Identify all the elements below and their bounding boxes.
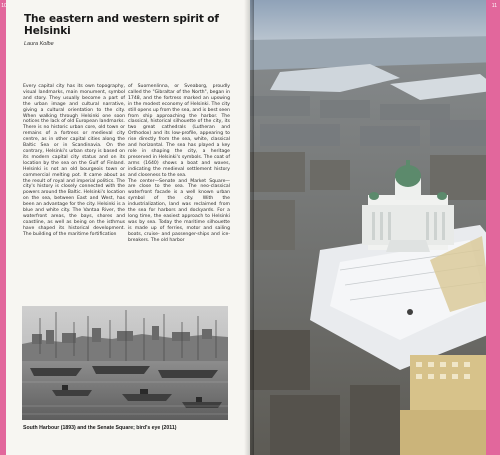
left-page-number: 10 [1,3,7,9]
article-title: The eastern and western spirit of Helsinki [24,13,219,37]
right-page-number: 11 [491,3,497,9]
article-author: Laura Kolbe [24,41,54,47]
helsinki-aerial-image [250,0,500,455]
right-color-strip [486,0,500,455]
yellow-buildings [400,355,490,455]
text-column-2 [128,84,230,243]
column-2-text-b: The center—Senate and Market Square—are close to the sea. The neo-classical waterfront facade is a well known urban symbol of the city. With the industrialization, land was reclaimed from the sea for harbors and dockyards. For a long time, the easiest approach to Helsinki was by sea. Today the maritime silhouette is made up of ferries, motor and sailing boats, cruise- and passenger-ships and ice-breakers. The old harbor [128,178,230,243]
right-page-aerial-photo [250,0,500,455]
column-1-text: Every capital city has its own topography, visual landmarks, main monument, symbol and story. They usually become a part of the urban image and cultural narrative, giving a cultural orientation to the city. When walking through Helsinki one soon notices the lack of old European landmarks. There is no historic urban core, old town or remains of a fortress or medieval city centre, as in other capital cities along the Baltic Sea or in Scandinavia. On the contrary, Helsinki's urban story is based on its modern capital city status and on its location by the sea on the Gulf of Finland. Helsinki is not an old bourgeois town or commercial melting pot. It came about as the result of royal and imperial politics. The city's history is closely connected with the powers around the Baltic. Helsinki's location on the sea, between East and West, has been an advantage for the city. Helsinki is a blue and white city. The Vantaa River, the waterfront areas, the bays, shores and coastline, as well as being on the isthmus have shaped its historical development. The building of the maritime fortification [23,84,125,237]
south-harbour-photo [22,306,228,420]
book-gutter [244,0,254,455]
photo-caption: South Harbour (1893) and the Senate Square; bird's eye (2011) [23,425,177,431]
text-column-1 [23,84,125,238]
left-color-strip [0,0,6,455]
column-2-text-a: of Suomenlinna, or Sveaborg, proudly called the "Gibraltar of the North", began in 1748, and the fortress marked an upswing in the modest economy of Helsinki. The city still opens up from the sea, and is best seen from ship approaching the harbor. The classical, historical silhouette of the city, its two great cathedrals (Lutheran and Orthodox) and its low-profile, appearing to rise directly from the sea, white, classical and horizontal. The sea has played a key role in shaping the city, a heritage preserved in Helsinki's symbols. The coat of arms (1640) shows a boat and waves, indicating the medieval settlement history and closeness to the sea. [128,84,230,178]
